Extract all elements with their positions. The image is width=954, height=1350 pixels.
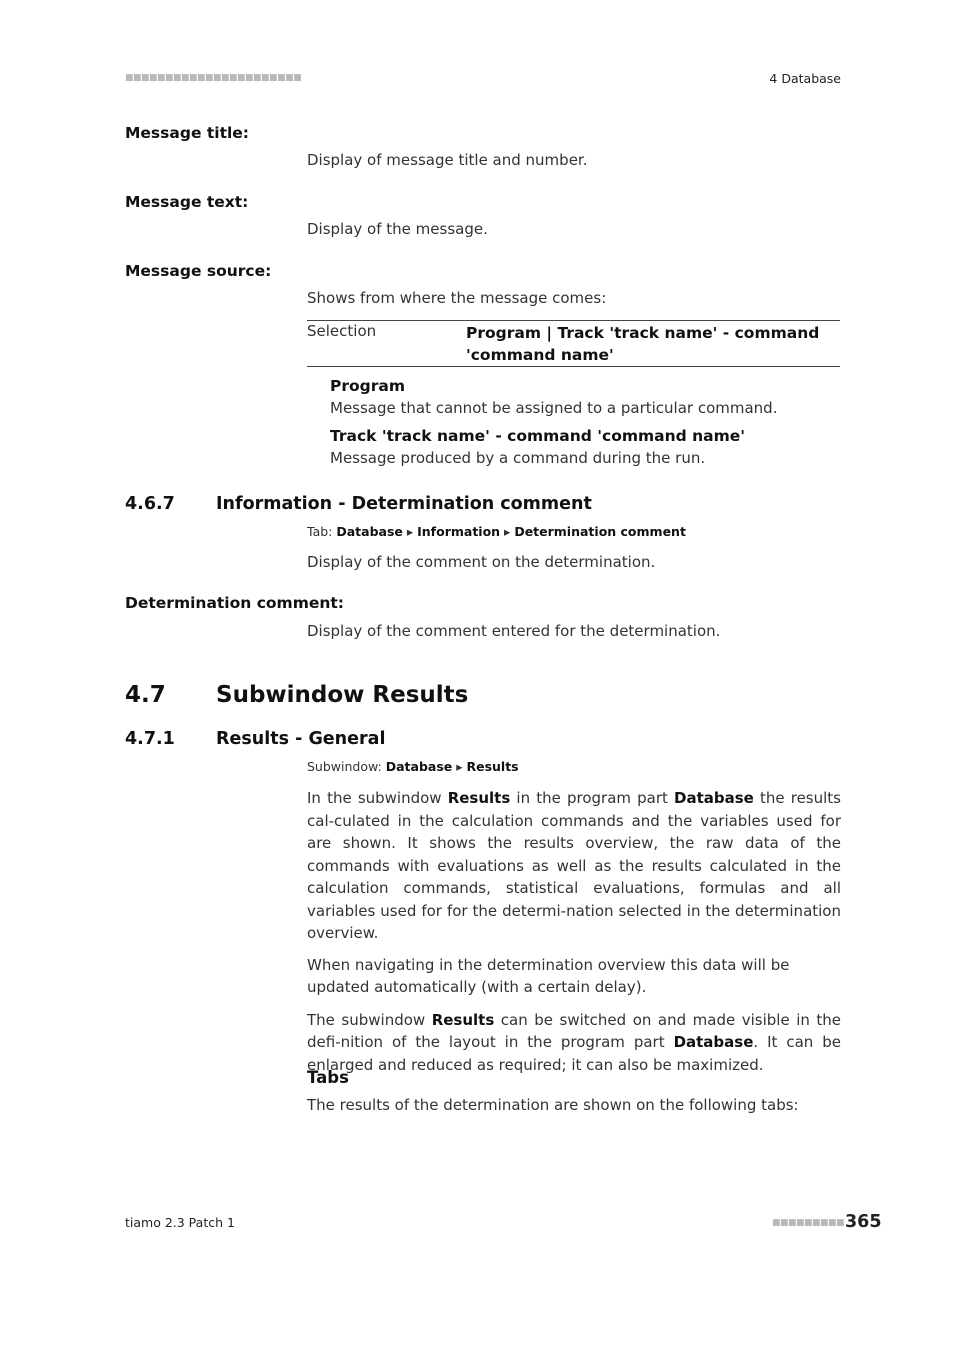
crumb-database: Database	[385, 759, 453, 774]
section-4-7-title: Subwindow Results	[216, 682, 469, 708]
section-4-6-7-intro: Display of the comment on the determination.	[307, 553, 656, 571]
option-track-description: Message produced by a command during the run.	[330, 449, 706, 467]
paragraph-results-intro: In the subwindow Results in the program part Database the results cal-culated in the calculation commands and the variables used for are shown. It shows the results overview, the raw data of the commands with evaluations as well as the results calculated in the calculation commands, statistical evaluations, formulas and all variables used for for the determi-nation selected in the determination overview.	[307, 789, 841, 942]
tabs-heading: Tabs	[307, 1068, 349, 1087]
crumb-prefix: Subwindow:	[307, 759, 386, 774]
determination-comment-description: Display of the comment entered for the determination.	[307, 622, 721, 640]
crumb-determination-comment: Determination comment	[514, 524, 686, 539]
section-4-6-7-title: Information - Determination comment	[216, 494, 592, 514]
option-program-description: Message that cannot be assigned to a particular command.	[330, 399, 778, 417]
results-general-body	[307, 787, 841, 1076]
crumb-separator: ▸	[452, 759, 467, 774]
crumb-separator: ▸	[500, 524, 515, 539]
selection-values-line-2: 'command name'	[466, 346, 614, 364]
section-4-7-1-number: 4.7.1	[125, 729, 175, 749]
selection-key: Selection	[307, 322, 377, 340]
breadcrumb-results	[307, 759, 519, 774]
determination-comment-label: Determination comment:	[125, 594, 344, 612]
message-text-description: Display of the message.	[307, 220, 488, 238]
running-header-chapter: 4 Database	[769, 71, 841, 86]
crumb-separator: ▸	[402, 524, 418, 539]
selection-values	[466, 322, 840, 366]
crumb-information: Information	[417, 524, 501, 539]
message-text-label: Message text:	[125, 193, 249, 211]
section-4-6-7-number: 4.6.7	[125, 494, 175, 514]
selection-values-line-1: Program | Track 'track name' - command	[466, 324, 820, 342]
message-source-description: Shows from where the message comes:	[307, 289, 607, 307]
option-program-title: Program	[330, 377, 406, 395]
message-source-label: Message source:	[125, 262, 272, 280]
section-4-7-number: 4.7	[125, 682, 166, 708]
crumb-results: Results	[466, 759, 519, 774]
footer-product: tiamo 2.3 Patch 1	[125, 1215, 235, 1230]
section-4-7-1-title: Results - General	[216, 729, 386, 749]
option-track-title: Track 'track name' - command 'command name'	[330, 427, 746, 445]
crumb-prefix: Tab:	[307, 524, 337, 539]
page-number: 365	[845, 1212, 882, 1232]
table-bottom-rule	[307, 366, 840, 367]
crumb-database: Database	[336, 524, 403, 539]
breadcrumb-determination-comment	[307, 524, 686, 539]
table-top-rule	[307, 320, 840, 321]
message-title-description: Display of message title and number.	[307, 151, 588, 169]
paragraph-switch-on: The subwindow Results can be switched on and made visible in the defi-nition of the layout in the program part Database. It can be enlarged and reduced as required; it can also be maximized.	[307, 1010, 842, 1074]
footer-decoration: ■■■■■■■■■	[772, 1218, 845, 1228]
paragraph-navigation: When navigating in the determination overview this data will be updated automatically (with a certain delay).	[307, 955, 790, 996]
message-title-label: Message title:	[125, 124, 250, 142]
tabs-intro: The results of the determination are shown on the following tabs:	[307, 1096, 799, 1114]
header-decoration: ■■■■■■■■■■■■■■■■■■■■■■	[125, 73, 302, 83]
